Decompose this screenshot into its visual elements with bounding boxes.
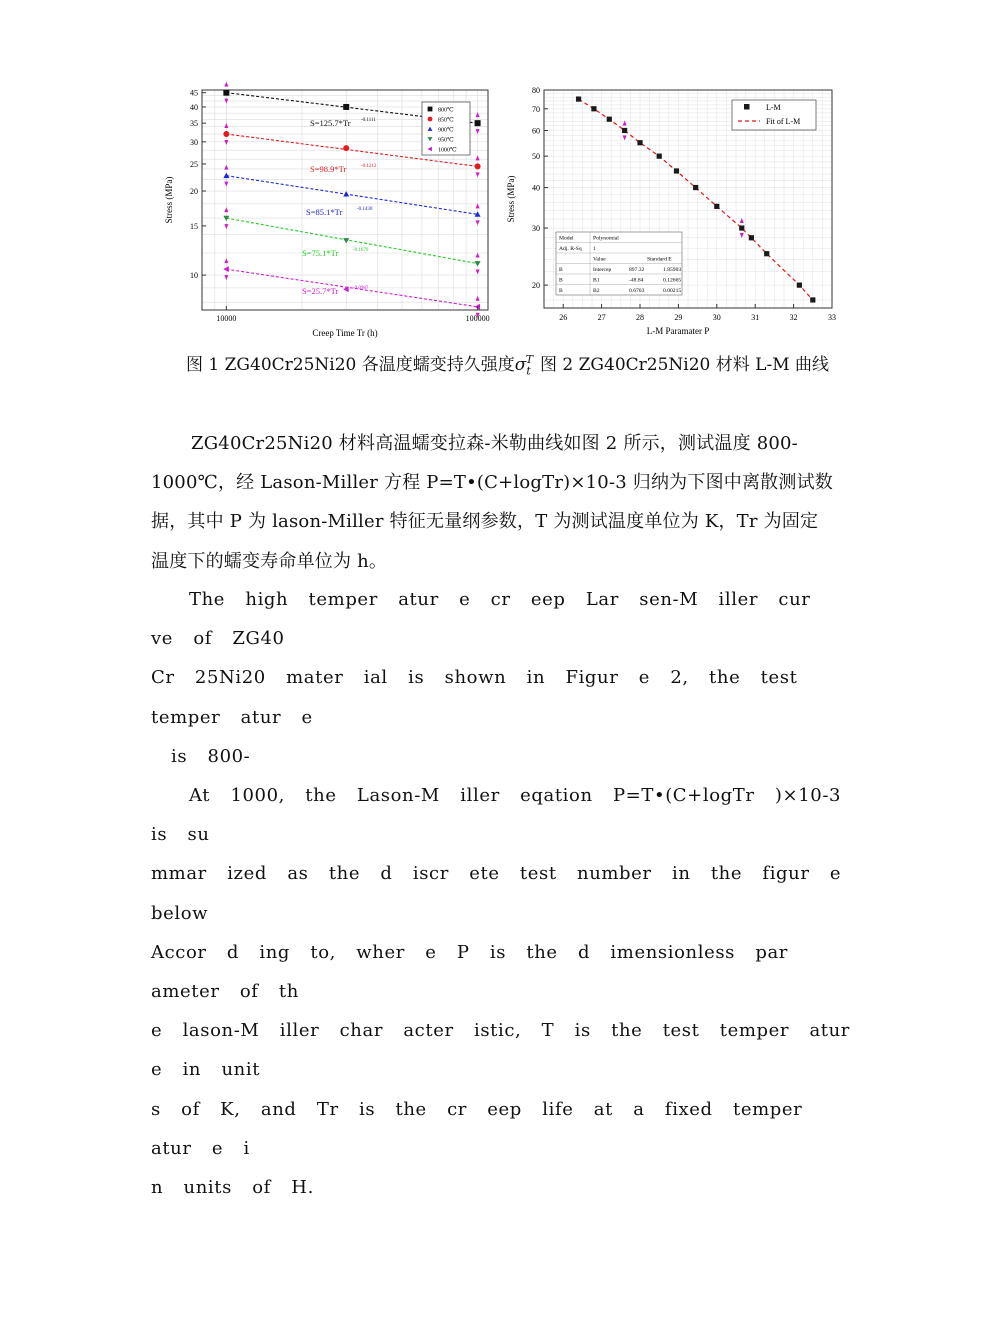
chart2-data-point: [607, 117, 612, 122]
chart2-table-cell: Value: [593, 256, 606, 263]
en-line: n units of H.: [151, 1177, 314, 1199]
chart1-legend-label: 800℃: [438, 107, 454, 114]
en-line: The high temper atur e cr eep Lar sen-M iller cur ve of ZG40: [151, 589, 811, 650]
chart1-fit-exponent: -0.1679: [353, 248, 369, 253]
chart1-svg: [160, 80, 500, 342]
en-line: Cr 25Ni20 mater ial is shown in Figur e 2, the test temper atur e: [151, 667, 798, 728]
chart2-table-cell: B2: [593, 288, 600, 294]
chart2-table-cell: 897.32: [629, 267, 645, 273]
chart2-x-tick-label: 33: [828, 313, 836, 322]
chart1-fit-exponent: -0.1430: [357, 207, 373, 212]
chart2-data-point: [739, 225, 744, 230]
chart1-data-point: [343, 104, 349, 110]
chart1-data-point: [475, 120, 481, 126]
en-line: Accor d ing to, wher e P is the d imensionless par ameter of th: [151, 941, 788, 1003]
chart2-table-cell: Adj. R-Sq: [559, 246, 582, 252]
chart1-y-tick-label: 25: [190, 159, 198, 169]
sigma-subscript: t: [526, 364, 531, 378]
chart1-data-point: [223, 90, 229, 96]
chart1-y-tick-label: 40: [190, 102, 198, 112]
chart2-y-tick-label: 80: [532, 86, 540, 95]
chart1-data-point: [343, 145, 349, 151]
chart1-fit-exponent: -0.0987: [353, 286, 369, 291]
chart2-y-tick-label: 30: [532, 224, 540, 234]
chart2-x-axis-label: L-M Paramater P: [646, 326, 710, 336]
chart2-x-tick-label: 29: [674, 313, 683, 322]
chart-lm-curve: [500, 80, 845, 346]
chart1-y-tick-label: 10: [190, 271, 198, 281]
chart2-data-point: [674, 168, 679, 173]
chart2-y-tick-label: 60: [532, 126, 540, 136]
zh-line: ZG40Cr25Ni20 材料高温蠕变拉森-米勒曲线如图 2 所示，测试温度 800-: [191, 433, 798, 454]
chart2-table-cell: Standard E: [647, 256, 672, 263]
chart2-table-cell: B1: [593, 277, 600, 284]
chart2-x-tick-label: 27: [597, 313, 606, 322]
en-line: is 800-: [171, 745, 251, 767]
chart1-fit-exponent: -0.1212: [361, 164, 377, 169]
chart1-legend-label: 950℃: [438, 137, 454, 144]
sigma-superscript: T: [525, 353, 534, 367]
chart2-data-point: [637, 140, 642, 145]
chart2-fit-table: [556, 232, 682, 295]
chart2-table-cell: Model: [559, 235, 574, 242]
chart1-x-tick-label: 10000: [216, 314, 237, 323]
chart1-legend: [422, 102, 470, 155]
chart2-y-axis-label: Stress (MPa): [506, 175, 516, 223]
chart2-table-cell: B: [559, 288, 563, 294]
chart2-table-cell: B: [559, 277, 563, 284]
chart2-table-cell: 0.12665: [663, 277, 682, 284]
en-line: s of K, and Tr is the cr eep life at a fixed temper atur e i: [151, 1098, 803, 1159]
chart2-x-tick-label: 28: [636, 313, 644, 322]
figure-1-caption: [186, 350, 533, 377]
chart2-table-cell: Intercep: [593, 267, 612, 273]
chart1-y-tick-label: 30: [190, 137, 198, 147]
chart1-fit-exponent: -0.1111: [361, 118, 376, 123]
chart2-table-cell: 0.00215: [663, 288, 682, 294]
chart2-x-tick-label: 30: [712, 313, 721, 322]
chart2-data-point: [591, 106, 596, 111]
chart1-data-point: [475, 163, 481, 169]
figure-1-caption-text: 图 1 ZG40Cr25Ni20 各温度蠕变持久强度: [186, 355, 515, 375]
chart2-table-cell: 0.6703: [629, 288, 645, 294]
chart2-y-tick-label: 50: [532, 152, 540, 162]
chart2-x-tick-label: 31: [751, 313, 760, 322]
chart1-y-tick-label: 35: [190, 119, 198, 129]
chart2-data-point: [810, 297, 815, 302]
chart2-legend-label: Fit of L-M: [766, 117, 801, 126]
chart2-data-point: [657, 154, 662, 159]
chart2-data-point: [576, 96, 581, 101]
chart2-legend: [732, 100, 816, 130]
chart1-legend-label: 1000℃: [438, 147, 457, 154]
chart2-table-cell: 1.85903: [663, 267, 682, 273]
chinese-paragraph: [151, 424, 851, 581]
chart1-fit-equation: S=98.9*Tr: [310, 164, 347, 174]
chart2-data-point: [714, 204, 719, 209]
chart1-y-tick-label: 15: [190, 221, 198, 231]
figure-2-caption: 图 2 ZG40Cr25Ni20 材料 L-M 曲线: [540, 355, 830, 375]
chart1-fit-equation: S=85.1*Tr: [306, 207, 343, 217]
zh-line: 据，其中 P 为 lason-Miller 特征无量纲参数，T 为测试温度单位为 K，Tr 为固定: [151, 511, 819, 533]
chart2-table-cell: B: [559, 267, 563, 273]
chart1-legend-marker: [428, 107, 433, 112]
chart1-fit-equation: S=125.7*Tr: [310, 118, 351, 128]
chart1-y-tick-label: 45: [190, 88, 198, 98]
chart1-x-tick-label: 100000: [465, 314, 490, 323]
chart2-legend-marker: [744, 104, 750, 110]
sigma-symbol: σ: [514, 355, 527, 375]
chart2-y-tick-label: 20: [532, 281, 540, 291]
chart-creep-stress: [160, 80, 500, 346]
chart1-fit-equation: S=25.7*Tr: [302, 286, 339, 296]
zh-line: 温度下的蠕变寿命单位为 h。: [151, 550, 388, 572]
chart1-y-tick-label: 20: [190, 187, 198, 197]
chart2-table-cell: -48.84: [629, 277, 644, 284]
chart2-y-tick-label: 70: [532, 104, 540, 114]
chart2-x-tick-label: 26: [559, 313, 568, 322]
chart1-x-axis-label: Creep Time Tr (h): [312, 328, 378, 338]
en-line: At 1000, the Lason-M iller eqation P=T•(C+logTr )×10-3 is su: [151, 785, 842, 846]
chart2-data-point: [693, 185, 698, 190]
chart2-svg: [500, 80, 845, 342]
chart1-legend-label: 850℃: [438, 117, 454, 124]
chart1-legend-marker: [428, 117, 433, 122]
chart2-data-point: [797, 283, 802, 288]
chart1-legend-label: 900℃: [438, 127, 454, 134]
en-line: mmar ized as the d iscr ete test number in the figur e below: [151, 863, 842, 924]
chart2-legend-label: L-M: [766, 103, 781, 112]
chart2-data-point: [622, 128, 627, 133]
chart1-fit-equation: S=75.1*Tr: [302, 248, 339, 258]
chart2-y-tick-label: 40: [532, 183, 540, 193]
chart1-y-axis-label: Stress (MPa): [164, 176, 174, 224]
zh-line: 1000℃，经 Lason-Miller 方程 P=T•(C+logTr)×10-3 归纳为下图中离散测试数: [151, 472, 833, 494]
chart2-table-cell: 1: [593, 246, 596, 252]
chart2-data-point: [749, 235, 754, 240]
chart2-table-cell: Polynomial: [593, 235, 619, 242]
english-paragraphs: [151, 580, 851, 1207]
chart2-x-tick-label: 32: [789, 313, 798, 322]
chart2-data-point: [764, 251, 769, 256]
en-line: e lason-M iller char acter istic, T is the test temper atur e in unit: [151, 1020, 851, 1081]
chart1-data-point: [223, 131, 229, 137]
